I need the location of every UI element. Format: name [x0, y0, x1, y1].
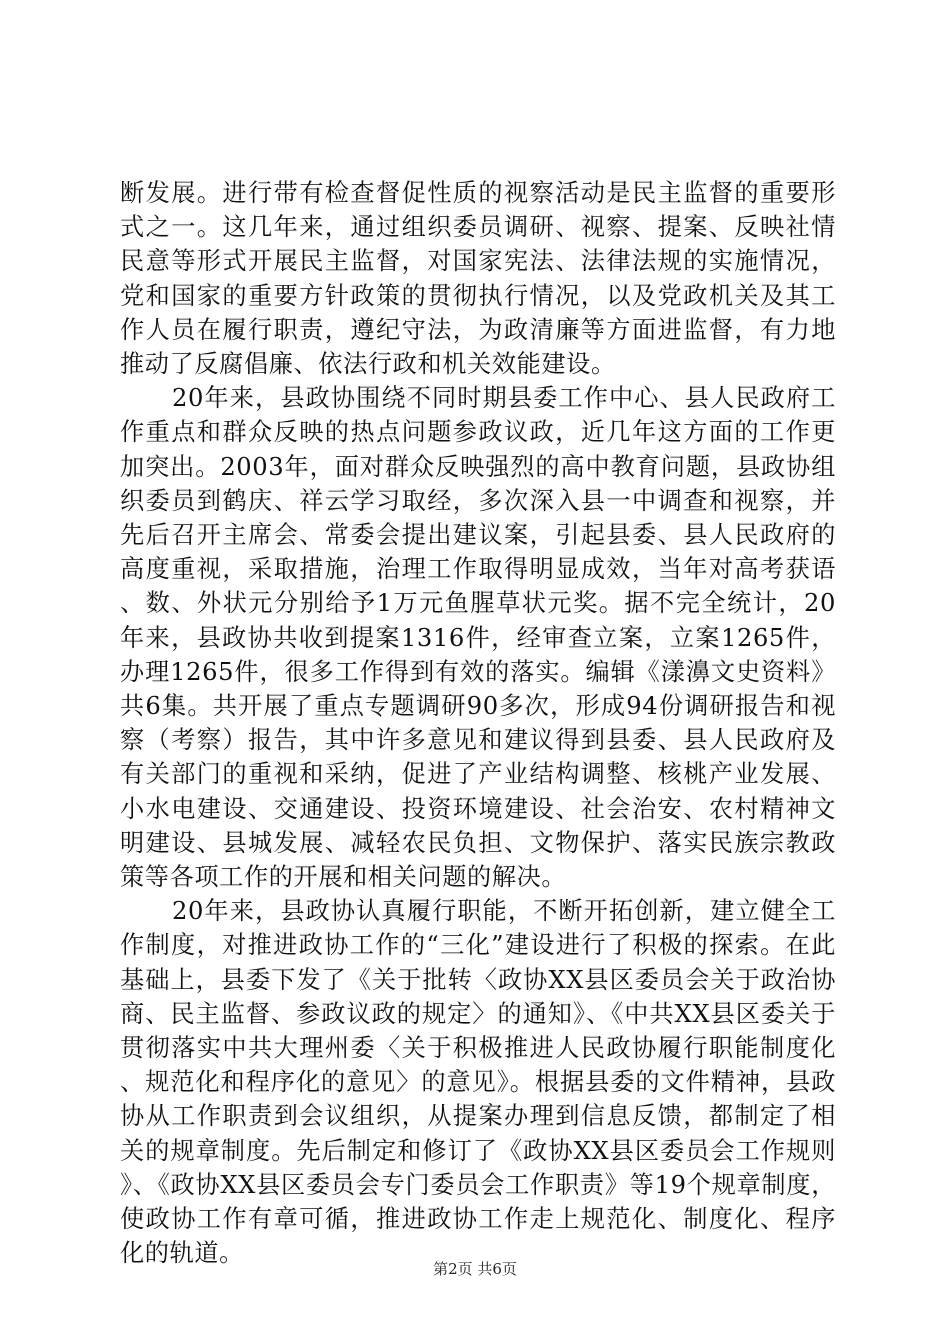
paragraph-continuation: 断发展。进行带有检查督促性质的视察活动是民主监督的重要形式之一。这几年来，通过组织委员调研、视察、提案、反映社情民意等形式开展民主监督，对国家宪法、法律法规的实施情况，党和国家的重要方针政策的贯彻执行情况，以及党政机关及其工作人员在履行职责，遵纪守法，为政清廉等方面进监督，有力地推动了反腐倡廉、依法行政和机关效能建设。 — [120, 179, 836, 379]
paragraph-institutionalization: 20年来，县政协认真履行职能，不断开拓创新，建立健全工作制度，对推进政协工作的“三化”建设进行了积极的探索。在此基础上，县委下发了《关于批转〈政协XX县区委员会关于政治协商、民主监督、参政议政的规定〉的通知》、《中共XX县区委关于贯彻落实中共大理州委〈关于积极推进人民政协履行职能制度化、规范化和程序化的意见〉的意见》。根据县委的文件精神，县政协从工作职责到会议组织，从提案办理到信息反馈，都制定了相关的规章制度。先后制定和修订了《政协XX县区委员会工作规则》、《政协XX县区委员会专门委员会工作职责》等19个规章制度，使政协工作有章可循，推进政协工作走上规范化、制度化、程序化的轨道。 — [120, 897, 836, 1268]
page-number-footer: 第2页 共6页 — [433, 1260, 517, 1278]
paragraph-participation: 20年来，县政协围绕不同时期县委工作中心、县人民政府工作重点和群众反映的热点问题参政议政，近几年这方面的工作更加突出。2003年，面对群众反映强烈的高中教育问题，县政协组织委员到鹤庆、祥云学习取经，多次深入县一中调查和视察，并先后召开主席会、常委会提出建议案，引起县委、县人民政府的高度重视，采取措施，治理工作取得明显成效，当年对高考获语、数、外状元分别给予1万元鱼腥草状元奖。据不完全统计，20年来，县政协共收到提案1316件，经审查立案，立案1265件，办理1265件，很多工作得到有效的落实。编辑《漾濞文史资料》共6集。共开展了重点专题调研90多次，形成94份调研报告和视察（考察）报告，其中许多意见和建议得到县委、县人民政府及有关部门的重视和采纳，促进了产业结构调整、核桃产业发展、小水电建设、交通建设、投资环境建设、社会治安、农村精神文明建设、县城发展、减轻农民负担、文物保护、落实民族宗教政策等各项工作的开展和相关问题的解决。 — [120, 384, 836, 892]
document-body — [120, 176, 836, 1271]
